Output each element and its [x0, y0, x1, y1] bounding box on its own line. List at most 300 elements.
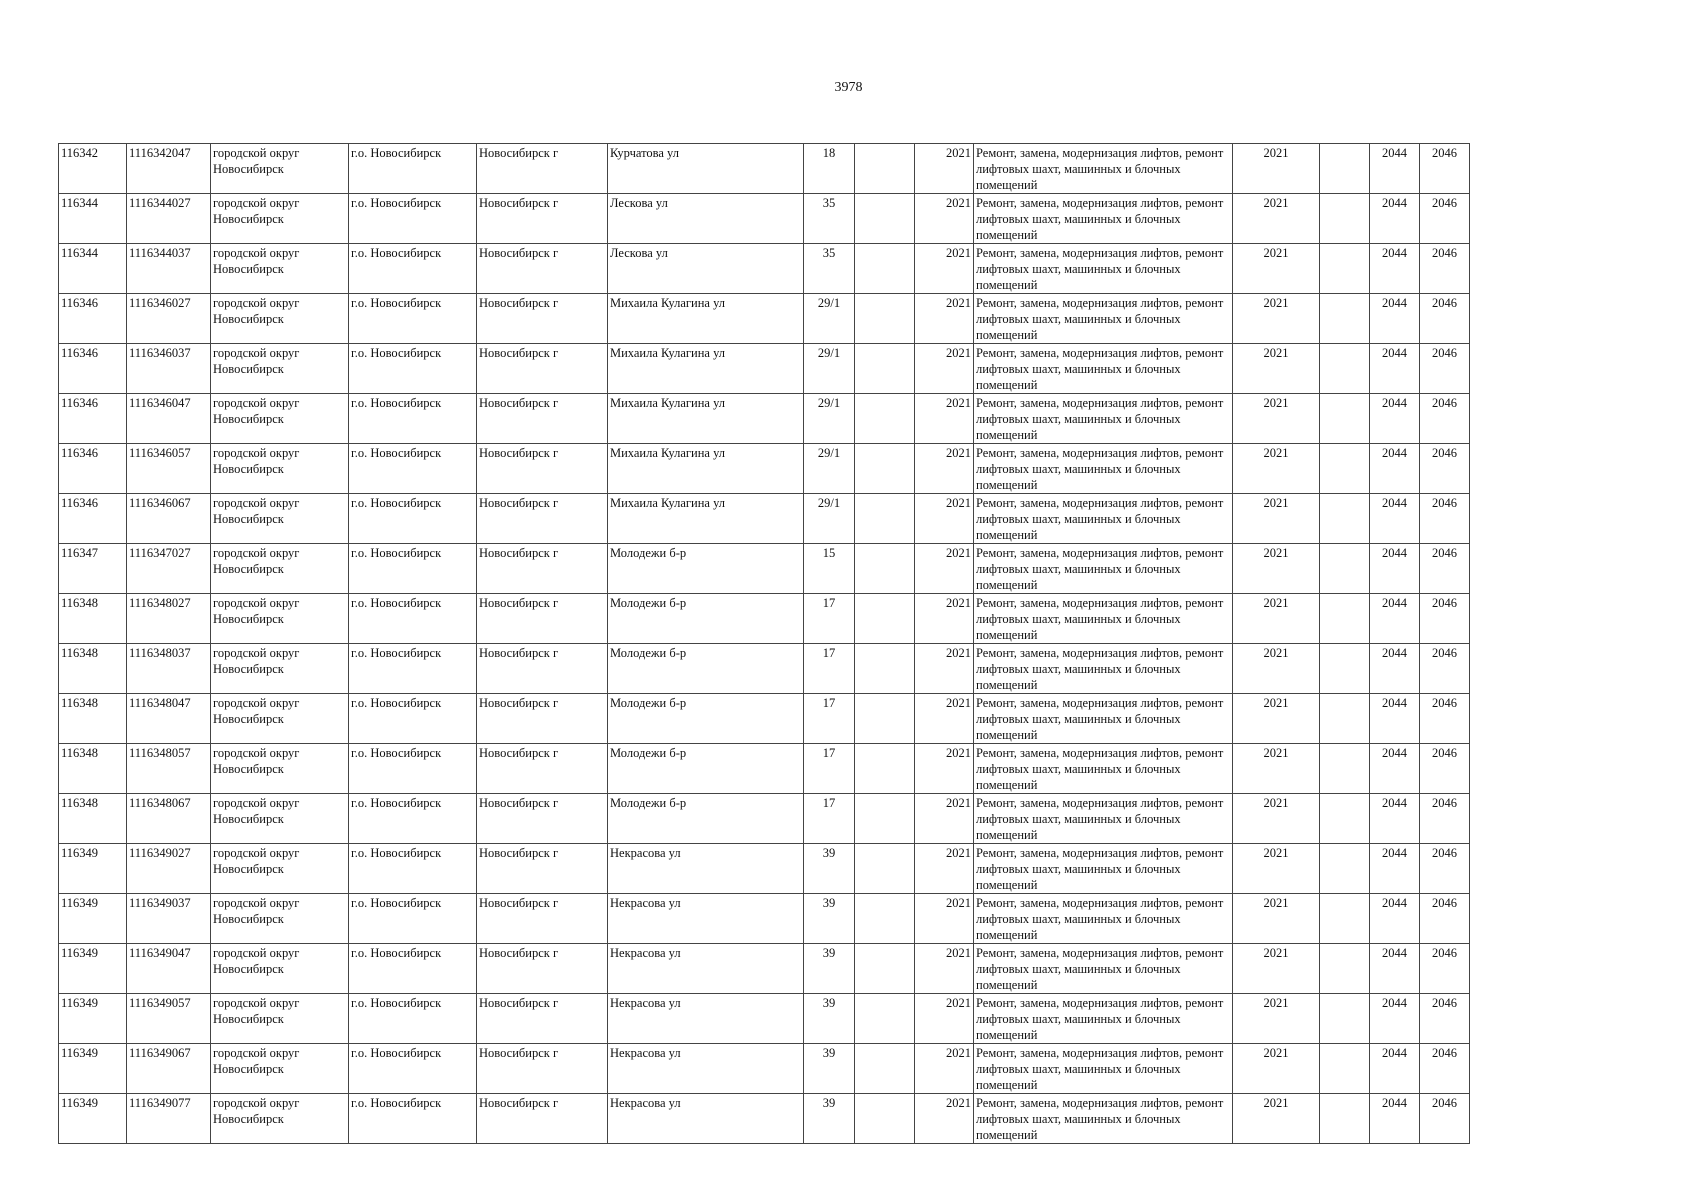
cell-id: 1116349077 [127, 1094, 211, 1144]
table-row [59, 194, 1470, 244]
cell-work: Ремонт, замена, модернизация лифтов, ремонт лифтовых шахт, машинных и блочных помещений [974, 644, 1233, 694]
cell-year-start: 2021 [915, 694, 974, 744]
cell-year-plan: 2021 [1233, 744, 1320, 794]
cell-code: 116346 [59, 394, 127, 444]
cell-year-to: 2046 [1420, 394, 1470, 444]
cell-street: Лескова ул [608, 194, 804, 244]
cell-house: 39 [804, 994, 855, 1044]
cell-street: Михаила Кулагина ул [608, 394, 804, 444]
cell-year-plan: 2021 [1233, 394, 1320, 444]
cell-blank [1320, 394, 1370, 444]
cell-street: Некрасова ул [608, 844, 804, 894]
cell-city: Новосибирск г [477, 294, 608, 344]
cell-id: 1116349067 [127, 1044, 211, 1094]
cell-year-from: 2044 [1370, 194, 1420, 244]
cell-municipality: городской округ Новосибирск [211, 894, 349, 944]
cell-year-from: 2044 [1370, 394, 1420, 444]
cell-city: Новосибирск г [477, 744, 608, 794]
cell-year-start: 2021 [915, 194, 974, 244]
cell-house: 29/1 [804, 494, 855, 544]
cell-code: 116349 [59, 894, 127, 944]
cell-year-plan: 2021 [1233, 444, 1320, 494]
cell-year-start: 2021 [915, 1094, 974, 1144]
cell-municipality: городской округ Новосибирск [211, 194, 349, 244]
cell-id: 1116348047 [127, 694, 211, 744]
cell-work: Ремонт, замена, модернизация лифтов, ремонт лифтовых шахт, машинных и блочных помещений [974, 1094, 1233, 1144]
cell-year-to: 2046 [1420, 644, 1470, 694]
cell-year-start: 2021 [915, 844, 974, 894]
table-row [59, 144, 1470, 194]
cell-year-from: 2044 [1370, 994, 1420, 1044]
cell-house: 15 [804, 544, 855, 594]
cell-extra [855, 894, 915, 944]
cell-year-from: 2044 [1370, 244, 1420, 294]
cell-municipality: городской округ Новосибирск [211, 294, 349, 344]
cell-city: Новосибирск г [477, 1044, 608, 1094]
cell-municipality: городской округ Новосибирск [211, 1044, 349, 1094]
cell-code: 116348 [59, 594, 127, 644]
cell-year-start: 2021 [915, 294, 974, 344]
cell-id: 1116349047 [127, 944, 211, 994]
cell-street: Молодежи б-р [608, 644, 804, 694]
cell-municipality: городской округ Новосибирск [211, 394, 349, 444]
cell-blank [1320, 494, 1370, 544]
cell-city: Новосибирск г [477, 344, 608, 394]
cell-code: 116346 [59, 294, 127, 344]
cell-extra [855, 1044, 915, 1094]
cell-district: г.о. Новосибирск [349, 394, 477, 444]
cell-code: 116348 [59, 794, 127, 844]
cell-street: Михаила Кулагина ул [608, 494, 804, 544]
cell-year-start: 2021 [915, 794, 974, 844]
cell-year-plan: 2021 [1233, 244, 1320, 294]
cell-id: 1116344027 [127, 194, 211, 244]
cell-work: Ремонт, замена, модернизация лифтов, ремонт лифтовых шахт, машинных и блочных помещений [974, 544, 1233, 594]
cell-id: 1116344037 [127, 244, 211, 294]
cell-street: Некрасова ул [608, 1044, 804, 1094]
cell-district: г.о. Новосибирск [349, 744, 477, 794]
cell-year-from: 2044 [1370, 1044, 1420, 1094]
cell-work: Ремонт, замена, модернизация лифтов, ремонт лифтовых шахт, машинных и блочных помещений [974, 194, 1233, 244]
cell-id: 1116346027 [127, 294, 211, 344]
cell-house: 39 [804, 894, 855, 944]
cell-blank [1320, 994, 1370, 1044]
cell-district: г.о. Новосибирск [349, 894, 477, 944]
cell-district: г.о. Новосибирск [349, 844, 477, 894]
cell-year-plan: 2021 [1233, 544, 1320, 594]
cell-year-start: 2021 [915, 394, 974, 444]
cell-work: Ремонт, замена, модернизация лифтов, ремонт лифтовых шахт, машинных и блочных помещений [974, 244, 1233, 294]
cell-house: 39 [804, 1044, 855, 1094]
cell-work: Ремонт, замена, модернизация лифтов, ремонт лифтовых шахт, машинных и блочных помещений [974, 444, 1233, 494]
cell-city: Новосибирск г [477, 544, 608, 594]
cell-extra [855, 294, 915, 344]
cell-id: 1116348057 [127, 744, 211, 794]
cell-house: 39 [804, 1094, 855, 1144]
cell-code: 116349 [59, 994, 127, 1044]
cell-district: г.о. Новосибирск [349, 994, 477, 1044]
cell-house: 39 [804, 944, 855, 994]
cell-city: Новосибирск г [477, 394, 608, 444]
cell-city: Новосибирск г [477, 944, 608, 994]
cell-year-from: 2044 [1370, 844, 1420, 894]
cell-district: г.о. Новосибирск [349, 344, 477, 394]
cell-code: 116342 [59, 144, 127, 194]
cell-district: г.о. Новосибирск [349, 444, 477, 494]
cell-extra [855, 544, 915, 594]
cell-work: Ремонт, замена, модернизация лифтов, ремонт лифтовых шахт, машинных и блочных помещений [974, 744, 1233, 794]
table-row [59, 644, 1470, 694]
cell-district: г.о. Новосибирск [349, 1044, 477, 1094]
cell-municipality: городской округ Новосибирск [211, 144, 349, 194]
cell-municipality: городской округ Новосибирск [211, 544, 349, 594]
cell-extra [855, 644, 915, 694]
cell-street: Некрасова ул [608, 894, 804, 944]
cell-municipality: городской округ Новосибирск [211, 794, 349, 844]
cell-year-plan: 2021 [1233, 844, 1320, 894]
cell-house: 29/1 [804, 444, 855, 494]
cell-code: 116346 [59, 344, 127, 394]
cell-blank [1320, 194, 1370, 244]
registry-rows [59, 144, 1470, 1144]
cell-id: 1116342047 [127, 144, 211, 194]
cell-district: г.о. Новосибирск [349, 294, 477, 344]
cell-id: 1116347027 [127, 544, 211, 594]
cell-city: Новосибирск г [477, 844, 608, 894]
table-row [59, 694, 1470, 744]
table-row [59, 1094, 1470, 1144]
cell-street: Некрасова ул [608, 1094, 804, 1144]
cell-id: 1116348067 [127, 794, 211, 844]
cell-year-plan: 2021 [1233, 794, 1320, 844]
cell-street: Михаила Кулагина ул [608, 294, 804, 344]
cell-city: Новосибирск г [477, 244, 608, 294]
cell-house: 29/1 [804, 344, 855, 394]
table-row [59, 794, 1470, 844]
cell-year-start: 2021 [915, 644, 974, 694]
cell-district: г.о. Новосибирск [349, 794, 477, 844]
cell-year-to: 2046 [1420, 944, 1470, 994]
cell-year-to: 2046 [1420, 444, 1470, 494]
cell-year-plan: 2021 [1233, 1044, 1320, 1094]
cell-house: 17 [804, 794, 855, 844]
table-row [59, 394, 1470, 444]
table-row [59, 744, 1470, 794]
cell-district: г.о. Новосибирск [349, 494, 477, 544]
cell-extra [855, 344, 915, 394]
cell-year-plan: 2021 [1233, 594, 1320, 644]
cell-extra [855, 1094, 915, 1144]
cell-code: 116349 [59, 1044, 127, 1094]
cell-extra [855, 394, 915, 444]
cell-city: Новосибирск г [477, 694, 608, 744]
cell-year-plan: 2021 [1233, 994, 1320, 1044]
cell-code: 116344 [59, 194, 127, 244]
cell-blank [1320, 844, 1370, 894]
cell-id: 1116349037 [127, 894, 211, 944]
cell-work: Ремонт, замена, модернизация лифтов, ремонт лифтовых шахт, машинных и блочных помещений [974, 944, 1233, 994]
cell-code: 116346 [59, 444, 127, 494]
cell-city: Новосибирск г [477, 644, 608, 694]
cell-year-from: 2044 [1370, 494, 1420, 544]
cell-id: 1116348037 [127, 644, 211, 694]
cell-id: 1116346047 [127, 394, 211, 444]
cell-work: Ремонт, замена, модернизация лифтов, ремонт лифтовых шахт, машинных и блочных помещений [974, 994, 1233, 1044]
cell-year-start: 2021 [915, 994, 974, 1044]
cell-municipality: городской округ Новосибирск [211, 844, 349, 894]
cell-district: г.о. Новосибирск [349, 944, 477, 994]
cell-extra [855, 844, 915, 894]
cell-house: 39 [804, 844, 855, 894]
cell-year-to: 2046 [1420, 744, 1470, 794]
cell-year-to: 2046 [1420, 244, 1470, 294]
cell-year-to: 2046 [1420, 694, 1470, 744]
cell-city: Новосибирск г [477, 994, 608, 1044]
cell-year-plan: 2021 [1233, 194, 1320, 244]
cell-year-plan: 2021 [1233, 944, 1320, 994]
cell-district: г.о. Новосибирск [349, 144, 477, 194]
cell-blank [1320, 794, 1370, 844]
cell-year-start: 2021 [915, 444, 974, 494]
cell-municipality: городской округ Новосибирск [211, 644, 349, 694]
cell-year-to: 2046 [1420, 1094, 1470, 1144]
cell-year-from: 2044 [1370, 294, 1420, 344]
cell-extra [855, 144, 915, 194]
table-row [59, 844, 1470, 894]
cell-year-from: 2044 [1370, 944, 1420, 994]
cell-municipality: городской округ Новосибирск [211, 344, 349, 394]
cell-year-plan: 2021 [1233, 144, 1320, 194]
cell-house: 29/1 [804, 394, 855, 444]
cell-year-plan: 2021 [1233, 644, 1320, 694]
cell-id: 1116348027 [127, 594, 211, 644]
cell-work: Ремонт, замена, модернизация лифтов, ремонт лифтовых шахт, машинных и блочных помещений [974, 1044, 1233, 1094]
cell-year-to: 2046 [1420, 344, 1470, 394]
cell-municipality: городской округ Новосибирск [211, 944, 349, 994]
cell-year-start: 2021 [915, 144, 974, 194]
cell-municipality: городской округ Новосибирск [211, 594, 349, 644]
cell-municipality: городской округ Новосибирск [211, 494, 349, 544]
cell-year-from: 2044 [1370, 1094, 1420, 1144]
cell-house: 18 [804, 144, 855, 194]
cell-year-plan: 2021 [1233, 894, 1320, 944]
cell-house: 35 [804, 244, 855, 294]
cell-year-from: 2044 [1370, 544, 1420, 594]
cell-code: 116349 [59, 944, 127, 994]
cell-year-from: 2044 [1370, 694, 1420, 744]
cell-municipality: городской округ Новосибирск [211, 994, 349, 1044]
cell-blank [1320, 244, 1370, 294]
cell-work: Ремонт, замена, модернизация лифтов, ремонт лифтовых шахт, машинных и блочных помещений [974, 844, 1233, 894]
page-number: 3978 [834, 80, 863, 95]
cell-year-to: 2046 [1420, 544, 1470, 594]
cell-blank [1320, 1094, 1370, 1144]
cell-year-to: 2046 [1420, 894, 1470, 944]
cell-year-to: 2046 [1420, 144, 1470, 194]
cell-blank [1320, 444, 1370, 494]
table-row [59, 294, 1470, 344]
cell-code: 116348 [59, 694, 127, 744]
cell-year-plan: 2021 [1233, 294, 1320, 344]
table-row [59, 1044, 1470, 1094]
cell-extra [855, 194, 915, 244]
cell-city: Новосибирск г [477, 494, 608, 544]
cell-house: 17 [804, 744, 855, 794]
cell-work: Ремонт, замена, модернизация лифтов, ремонт лифтовых шахт, машинных и блочных помещений [974, 294, 1233, 344]
cell-year-from: 2044 [1370, 744, 1420, 794]
table-row [59, 894, 1470, 944]
cell-street: Михаила Кулагина ул [608, 344, 804, 394]
cell-work: Ремонт, замена, модернизация лифтов, ремонт лифтовых шахт, машинных и блочных помещений [974, 494, 1233, 544]
cell-work: Ремонт, замена, модернизация лифтов, ремонт лифтовых шахт, машинных и блочных помещений [974, 394, 1233, 444]
cell-year-from: 2044 [1370, 344, 1420, 394]
cell-house: 17 [804, 644, 855, 694]
table-row [59, 344, 1470, 394]
cell-code: 116347 [59, 544, 127, 594]
cell-extra [855, 994, 915, 1044]
table-row [59, 594, 1470, 644]
cell-year-to: 2046 [1420, 994, 1470, 1044]
cell-blank [1320, 294, 1370, 344]
cell-municipality: городской округ Новосибирск [211, 244, 349, 294]
cell-municipality: городской округ Новосибирск [211, 444, 349, 494]
cell-street: Молодежи б-р [608, 544, 804, 594]
cell-year-start: 2021 [915, 494, 974, 544]
cell-extra [855, 744, 915, 794]
cell-year-start: 2021 [915, 344, 974, 394]
cell-year-to: 2046 [1420, 1044, 1470, 1094]
cell-extra [855, 494, 915, 544]
cell-municipality: городской округ Новосибирск [211, 694, 349, 744]
cell-house: 35 [804, 194, 855, 244]
cell-extra [855, 594, 915, 644]
cell-year-to: 2046 [1420, 794, 1470, 844]
table-row [59, 544, 1470, 594]
cell-city: Новосибирск г [477, 594, 608, 644]
cell-id: 1116349057 [127, 994, 211, 1044]
cell-code: 116346 [59, 494, 127, 544]
cell-year-from: 2044 [1370, 444, 1420, 494]
cell-city: Новосибирск г [477, 144, 608, 194]
cell-extra [855, 944, 915, 994]
cell-year-start: 2021 [915, 894, 974, 944]
cell-work: Ремонт, замена, модернизация лифтов, ремонт лифтовых шахт, машинных и блочных помещений [974, 694, 1233, 744]
cell-year-from: 2044 [1370, 594, 1420, 644]
cell-year-from: 2044 [1370, 144, 1420, 194]
cell-work: Ремонт, замена, модернизация лифтов, ремонт лифтовых шахт, машинных и блочных помещений [974, 894, 1233, 944]
cell-street: Лескова ул [608, 244, 804, 294]
cell-district: г.о. Новосибирск [349, 1094, 477, 1144]
cell-id: 1116346067 [127, 494, 211, 544]
cell-street: Молодежи б-р [608, 694, 804, 744]
cell-year-to: 2046 [1420, 494, 1470, 544]
cell-blank [1320, 744, 1370, 794]
cell-city: Новосибирск г [477, 794, 608, 844]
cell-blank [1320, 594, 1370, 644]
cell-blank [1320, 344, 1370, 394]
cell-id: 1116349027 [127, 844, 211, 894]
table-row [59, 944, 1470, 994]
cell-year-to: 2046 [1420, 844, 1470, 894]
cell-street: Курчатова ул [608, 144, 804, 194]
cell-year-start: 2021 [915, 1044, 974, 1094]
registry-table [58, 143, 1470, 1144]
cell-district: г.о. Новосибирск [349, 244, 477, 294]
cell-street: Михаила Кулагина ул [608, 444, 804, 494]
cell-code: 116348 [59, 644, 127, 694]
table-row [59, 244, 1470, 294]
cell-blank [1320, 1044, 1370, 1094]
cell-street: Некрасова ул [608, 944, 804, 994]
cell-year-plan: 2021 [1233, 1094, 1320, 1144]
cell-work: Ремонт, замена, модернизация лифтов, ремонт лифтовых шахт, машинных и блочных помещений [974, 794, 1233, 844]
cell-street: Молодежи б-р [608, 794, 804, 844]
cell-street: Молодежи б-р [608, 744, 804, 794]
cell-city: Новосибирск г [477, 444, 608, 494]
table-row [59, 444, 1470, 494]
cell-blank [1320, 544, 1370, 594]
cell-work: Ремонт, замена, модернизация лифтов, ремонт лифтовых шахт, машинных и блочных помещений [974, 594, 1233, 644]
cell-house: 17 [804, 594, 855, 644]
cell-municipality: городской округ Новосибирск [211, 1094, 349, 1144]
table-row [59, 494, 1470, 544]
cell-municipality: городской округ Новосибирск [211, 744, 349, 794]
cell-year-plan: 2021 [1233, 344, 1320, 394]
cell-blank [1320, 894, 1370, 944]
cell-extra [855, 444, 915, 494]
cell-street: Некрасова ул [608, 994, 804, 1044]
cell-year-to: 2046 [1420, 294, 1470, 344]
cell-code: 116349 [59, 844, 127, 894]
cell-year-start: 2021 [915, 594, 974, 644]
cell-id: 1116346037 [127, 344, 211, 394]
cell-district: г.о. Новосибирск [349, 694, 477, 744]
cell-city: Новосибирск г [477, 194, 608, 244]
cell-code: 116349 [59, 1094, 127, 1144]
cell-year-to: 2046 [1420, 194, 1470, 244]
cell-district: г.о. Новосибирск [349, 644, 477, 694]
cell-extra [855, 794, 915, 844]
table-row [59, 994, 1470, 1044]
cell-city: Новосибирск г [477, 894, 608, 944]
cell-house: 17 [804, 694, 855, 744]
cell-year-start: 2021 [915, 244, 974, 294]
cell-year-start: 2021 [915, 544, 974, 594]
cell-street: Молодежи б-р [608, 594, 804, 644]
cell-district: г.о. Новосибирск [349, 194, 477, 244]
cell-district: г.о. Новосибирск [349, 594, 477, 644]
cell-year-start: 2021 [915, 744, 974, 794]
cell-year-from: 2044 [1370, 644, 1420, 694]
cell-blank [1320, 644, 1370, 694]
cell-year-plan: 2021 [1233, 694, 1320, 744]
cell-blank [1320, 144, 1370, 194]
cell-year-start: 2021 [915, 944, 974, 994]
cell-year-plan: 2021 [1233, 494, 1320, 544]
cell-work: Ремонт, замена, модернизация лифтов, ремонт лифтовых шахт, машинных и блочных помещений [974, 344, 1233, 394]
cell-year-from: 2044 [1370, 794, 1420, 844]
cell-blank [1320, 944, 1370, 994]
cell-work: Ремонт, замена, модернизация лифтов, ремонт лифтовых шахт, машинных и блочных помещений [974, 144, 1233, 194]
cell-code: 116344 [59, 244, 127, 294]
cell-city: Новосибирск г [477, 1094, 608, 1144]
cell-year-from: 2044 [1370, 894, 1420, 944]
cell-district: г.о. Новосибирск [349, 544, 477, 594]
cell-year-to: 2046 [1420, 594, 1470, 644]
cell-house: 29/1 [804, 294, 855, 344]
cell-code: 116348 [59, 744, 127, 794]
cell-extra [855, 694, 915, 744]
